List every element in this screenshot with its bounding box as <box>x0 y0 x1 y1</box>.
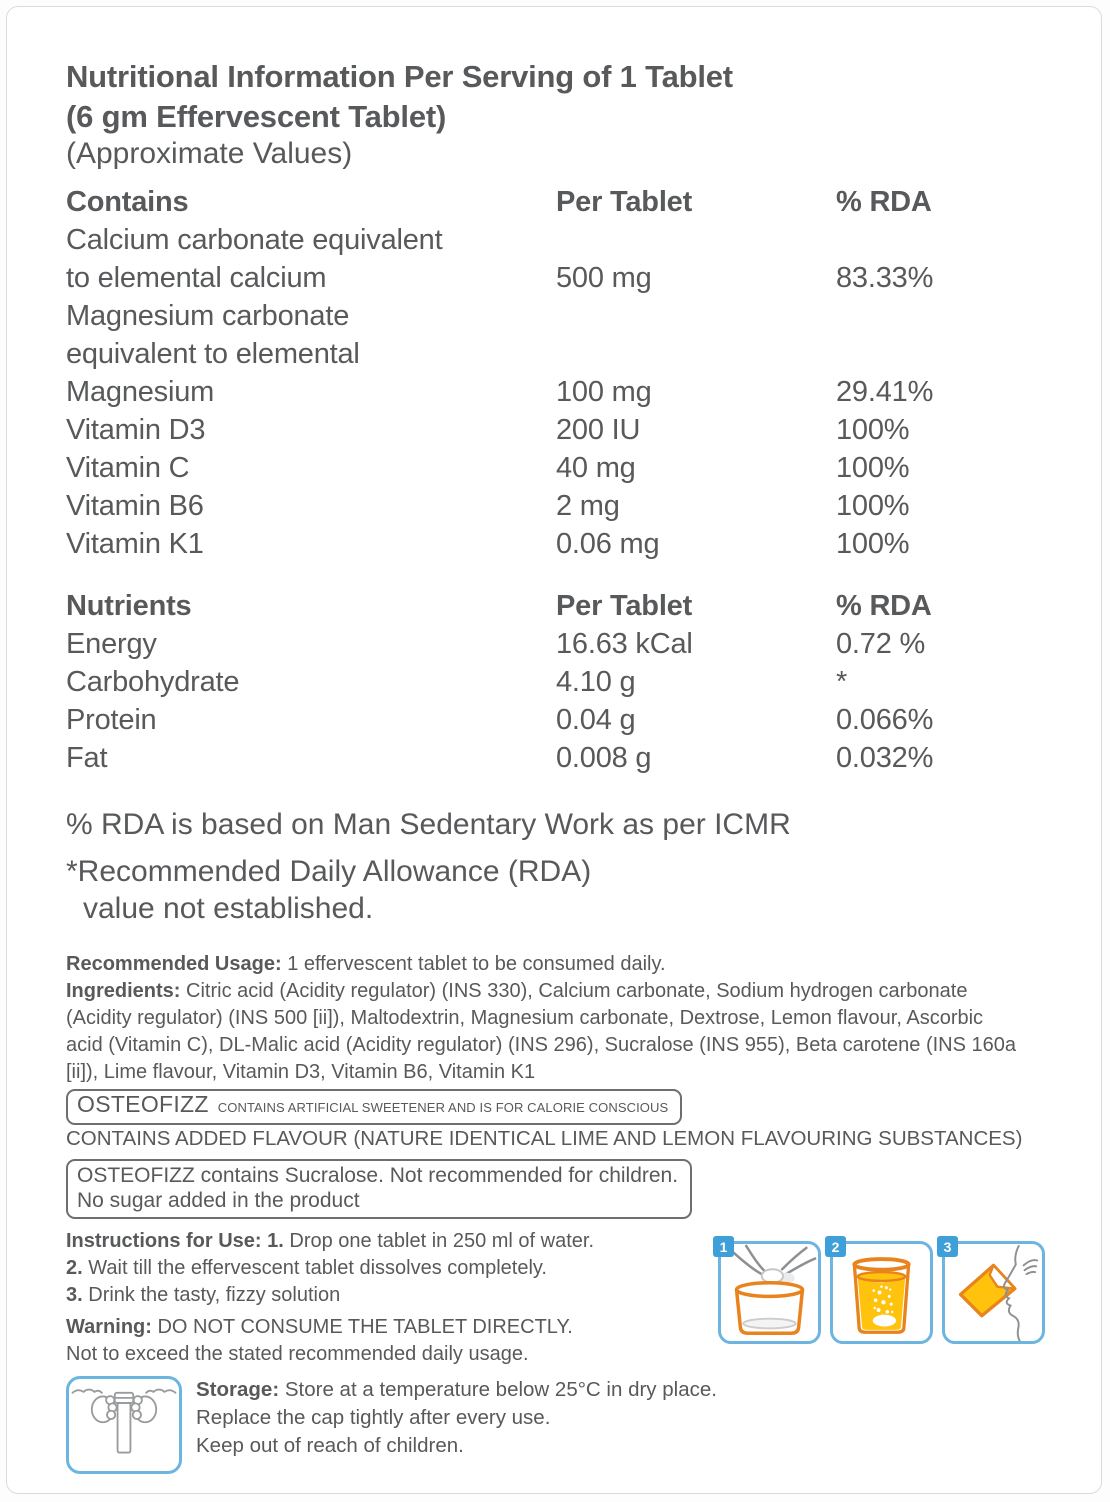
storage-line-2: Replace the cap tightly after every use. <box>196 1406 551 1429</box>
subtitle-approximate-values: (Approximate Values) <box>66 137 353 170</box>
rda-asterisk-line-2: value not established. <box>83 892 374 925</box>
rda-asterisk-note <box>66 853 1065 927</box>
step-number: 2. <box>66 1257 83 1279</box>
row-label: Fat <box>66 742 108 774</box>
step-number: 1. <box>267 1230 284 1252</box>
contains-header-label: Contains <box>66 186 189 218</box>
warning-section <box>66 1314 726 1368</box>
row-value: 4.10 g <box>556 666 636 698</box>
storage-line-3: Keep out of reach of children. <box>196 1434 464 1457</box>
sucralose-box <box>66 1159 692 1219</box>
ingredients-label: Ingredients: <box>66 980 181 1002</box>
nutrients-header-label: Nutrients <box>66 590 192 622</box>
nutrients-header-rda: % RDA <box>836 590 932 622</box>
row-rda: 100% <box>836 490 910 522</box>
table-row-energy <box>66 625 1065 663</box>
recommended-usage-label: Recommended Usage: <box>66 953 282 975</box>
contains-header-rda: % RDA <box>836 186 932 218</box>
step-1-badge: 1 <box>713 1236 734 1257</box>
table-row-calcium <box>66 221 1065 297</box>
instruction-step-2 <box>66 1255 726 1282</box>
recommended-usage <box>66 951 1024 978</box>
recommended-usage-text: 1 effervescent tablet to be consumed daily. <box>287 953 666 975</box>
storage-line-1 <box>196 1376 717 1404</box>
step-text: Wait till the effervescent tablet dissolves completely. <box>88 1257 547 1279</box>
table-row-vitamin-k1 <box>66 525 1065 563</box>
row-rda: 0.032% <box>836 742 934 774</box>
row-label-line: Magnesium <box>66 376 215 408</box>
row-rda: 0.066% <box>836 704 934 736</box>
warning-label: Warning: <box>66 1316 152 1338</box>
title-line-1: Nutritional Information Per Serving of 1 Tablet <box>66 59 733 94</box>
ingredients-text: Citric acid (Acidity regulator) (INS 330), Calcium carbonate, Sodium hydrogen carbonate (Acidity regulator) (INS 500 [ii]), Maltodextrin, Magnesium carbonate, Dextrose, Lemon flavour, Ascorbic acid (Vitamin C), DL-Malic acid (Acidity regulator) (INS 296), Sucralose (INS 955), Beta carotene (INS 160a [ii]), Lime flavour, Vitamin D3, Vitamin B6, Vitamin K1 <box>66 980 1017 1083</box>
warning-line-2: Not to exceed the stated recommended daily usage. <box>66 1343 529 1365</box>
row-label: Vitamin D3 <box>66 414 206 446</box>
row-value: 200 IU <box>556 414 641 446</box>
row-value: 40 mg <box>556 452 636 484</box>
row-rda: 100% <box>836 528 910 560</box>
contains-table-header <box>66 183 1065 221</box>
ingredients <box>66 978 1024 1086</box>
row-value: 0.008 g <box>556 742 652 774</box>
step-3-badge: 3 <box>937 1236 958 1257</box>
step-text: Drink the tasty, fizzy solution <box>88 1284 341 1306</box>
row-rda: 0.72 % <box>836 628 926 660</box>
storage-section <box>66 1376 1024 1474</box>
table-row-protein <box>66 701 1065 739</box>
instruction-step-1 <box>66 1228 726 1255</box>
sucralose-line-2: No sugar added in the product <box>77 1189 360 1212</box>
storage-label: Storage: <box>196 1378 280 1401</box>
instructions-heading: Instructions for Use: <box>66 1230 262 1252</box>
tighten-cap-storage-icon <box>66 1376 182 1474</box>
row-label: Vitamin B6 <box>66 490 204 522</box>
warning-line-1 <box>66 1314 726 1341</box>
tablet-dissolving-in-glass-icon <box>830 1238 933 1344</box>
page-title <box>66 57 1065 137</box>
row-label: Vitamin C <box>66 452 190 484</box>
row-rda: 83.33% <box>836 262 934 294</box>
artificial-sweetener-box <box>66 1089 682 1125</box>
nutrients-header-per-tablet: Per Tablet <box>556 590 693 622</box>
artificial-sweetener-text: CONTAINS ARTIFICIAL SWEETENER AND IS FOR CALORIE CONSCIOUS <box>217 1100 669 1115</box>
row-value: 100 mg <box>556 376 652 408</box>
step-2-badge: 2 <box>825 1236 846 1257</box>
row-label-line: equivalent to elemental <box>66 338 360 370</box>
title-line-2: (6 gm Effervescent Tablet) <box>66 99 447 134</box>
nutrients-table-header <box>66 587 1065 625</box>
instruction-step-icons <box>718 1238 1045 1344</box>
drop-tablet-in-glass-icon <box>718 1238 821 1344</box>
row-label: Protein <box>66 704 157 736</box>
row-rda: 29.41% <box>836 376 934 408</box>
sucralose-line-1: OSTEOFIZZ contains Sucralose. Not recommended for children. <box>77 1164 679 1187</box>
row-value: 0.06 mg <box>556 528 660 560</box>
row-label: Carbohydrate <box>66 666 240 698</box>
rda-basis-note: % RDA is based on Man Sedentary Work as per ICMR <box>66 808 791 841</box>
row-rda: 100% <box>836 414 910 446</box>
row-value: 16.63 kCal <box>556 628 693 660</box>
person-drinking-solution-icon <box>942 1238 1045 1344</box>
instructions-for-use <box>66 1228 726 1309</box>
row-rda: * <box>836 666 848 698</box>
small-print-section <box>66 951 1024 1474</box>
row-label-line: Magnesium carbonate <box>66 300 350 332</box>
instruction-step-3 <box>66 1282 726 1309</box>
row-label: Energy <box>66 628 157 660</box>
table-row-vitamin-b6 <box>66 487 1065 525</box>
storage-text-1: Store at a temperature below 25°C in dry place. <box>284 1378 717 1401</box>
row-label-line: to elemental calcium <box>66 262 327 294</box>
step-number: 3. <box>66 1284 83 1306</box>
table-row-magnesium <box>66 297 1065 411</box>
row-value: 500 mg <box>556 262 652 294</box>
storage-text <box>196 1376 717 1460</box>
step-text: Drop one tablet in 250 ml of water. <box>289 1230 595 1252</box>
row-label: Vitamin K1 <box>66 528 204 560</box>
row-label-line: Calcium carbonate equivalent <box>66 224 443 256</box>
nutrition-label <box>6 6 1102 1494</box>
row-value: 2 mg <box>556 490 620 522</box>
row-value: 0.04 g <box>556 704 636 736</box>
added-flavour-note: CONTAINS ADDED FLAVOUR (NATURE IDENTICAL LIME AND LEMON FLAVOURING SUBSTANCES) <box>66 1127 1023 1150</box>
table-row-carbohydrate <box>66 663 1065 701</box>
row-rda: 100% <box>836 452 910 484</box>
contains-header-per-tablet: Per Tablet <box>556 186 693 218</box>
warning-text: DO NOT CONSUME THE TABLET DIRECTLY. <box>157 1316 573 1338</box>
table-row-vitamin-c <box>66 449 1065 487</box>
rda-asterisk-line-1: *Recommended Daily Allowance (RDA) <box>66 855 592 888</box>
table-row-fat <box>66 739 1065 777</box>
brand-name: OSTEOFIZZ <box>77 1091 209 1117</box>
table-row-vitamin-d3 <box>66 411 1065 449</box>
